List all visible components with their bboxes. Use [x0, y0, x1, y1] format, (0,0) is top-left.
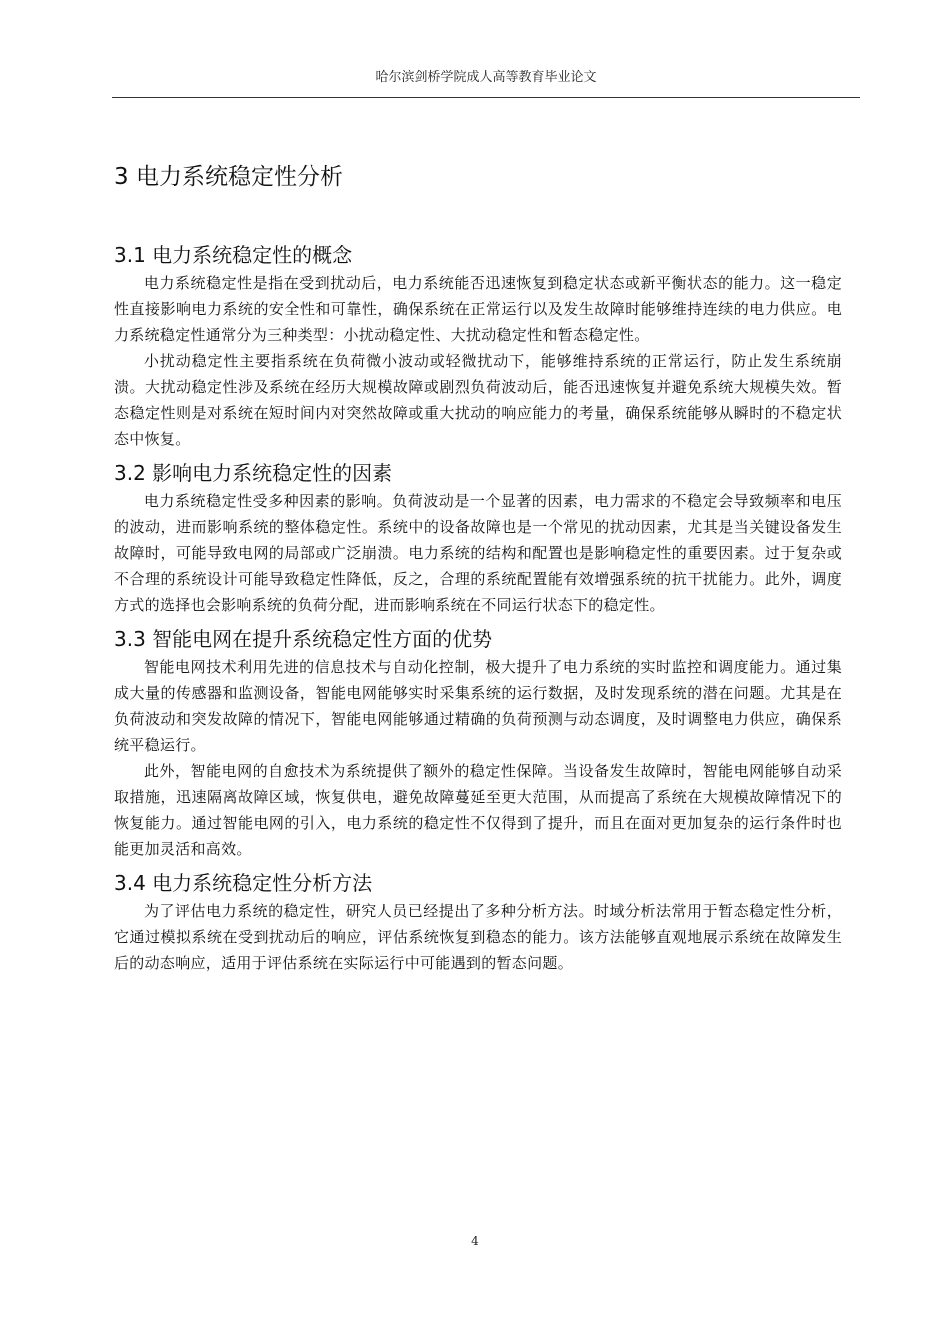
section-heading-3-4: 3.4 电力系统稳定性分析方法 [114, 871, 373, 895]
header-divider [112, 97, 860, 98]
section-heading-3-1: 3.1 电力系统稳定性的概念 [114, 243, 353, 267]
section-heading-3-2: 3.2 影响电力系统稳定性的因素 [114, 461, 393, 485]
paragraph: 小扰动稳定性主要指系统在负荷微小波动或轻微扰动下，能够维持系统的正常运行，防止发生系统崩溃。大扰动稳定性涉及系统在经历大规模故障或剧烈负荷波动后，能否迅速恢复并避免系统大规模失效。暂态稳定性则是对系统在短时间内对突然故障或重大扰动的响应能力的考量，确保系统能够从瞬时的不稳定状态中恢复。 [114, 352, 842, 448]
running-header: 哈尔滨剑桥学院成人高等教育毕业论文 [375, 70, 597, 85]
page-number: 4 [471, 1234, 479, 1248]
paragraph: 智能电网技术利用先进的信息技术与自动化控制，极大提升了电力系统的实时监控和调度能力。通过集成大量的传感器和监测设备，智能电网能够实时采集系统的运行数据，及时发现系统的潜在问题。尤其是在负荷波动和突发故障的情况下，智能电网能够通过精确的负荷预测与动态调度，及时调整电力供应，确保系统平稳运行。 [114, 658, 842, 754]
document-body [114, 160, 842, 976]
paragraph: 电力系统稳定性受多种因素的影响。负荷波动是一个显著的因素，电力需求的不稳定会导致频率和电压的波动，进而影响系统的整体稳定性。系统中的设备故障也是一个常见的扰动因素，尤其是当关键设备发生故障时，可能导致电网的局部或广泛崩溃。电力系统的结构和配置也是影响稳定性的重要因素。过于复杂或不合理的系统设计可能导致稳定性降低，反之，合理的系统配置能有效增强系统的抗干扰能力。此外，调度方式的选择也会影响系统的负荷分配，进而影响系统在不同运行状态下的稳定性。 [114, 492, 842, 614]
paragraph: 为了评估电力系统的稳定性，研究人员已经提出了多种分析方法。时域分析法常用于暂态稳定性分析，它通过模拟系统在受到扰动后的响应，评估系统恢复到稳态的能力。该方法能够直观地展示系统在故障发生后的动态响应，适用于评估系统在实际运行中可能遇到的暂态问题。 [114, 902, 842, 972]
paragraph: 此外，智能电网的自愈技术为系统提供了额外的稳定性保障。当设备发生故障时，智能电网能够自动采取措施，迅速隔离故障区域，恢复供电，避免故障蔓延至更大范围，从而提高了系统在大规模故障情况下的恢复能力。通过智能电网的引入，电力系统的稳定性不仅得到了提升，而且在面对更加复杂的运行条件时也能更加灵活和高效。 [114, 762, 842, 858]
section-heading-3-3: 3.3 智能电网在提升系统稳定性方面的优势 [114, 627, 493, 651]
chapter-title: 3 电力系统稳定性分析 [114, 164, 343, 190]
paragraph: 电力系统稳定性是指在受到扰动后，电力系统能否迅速恢复到稳定状态或新平衡状态的能力。这一稳定性直接影响电力系统的安全性和可靠性，确保系统在正常运行以及发生故障时能够维持连续的电力供应。电力系统稳定性通常分为三种类型：小扰动稳定性、大扰动稳定性和暂态稳定性。 [114, 274, 842, 344]
